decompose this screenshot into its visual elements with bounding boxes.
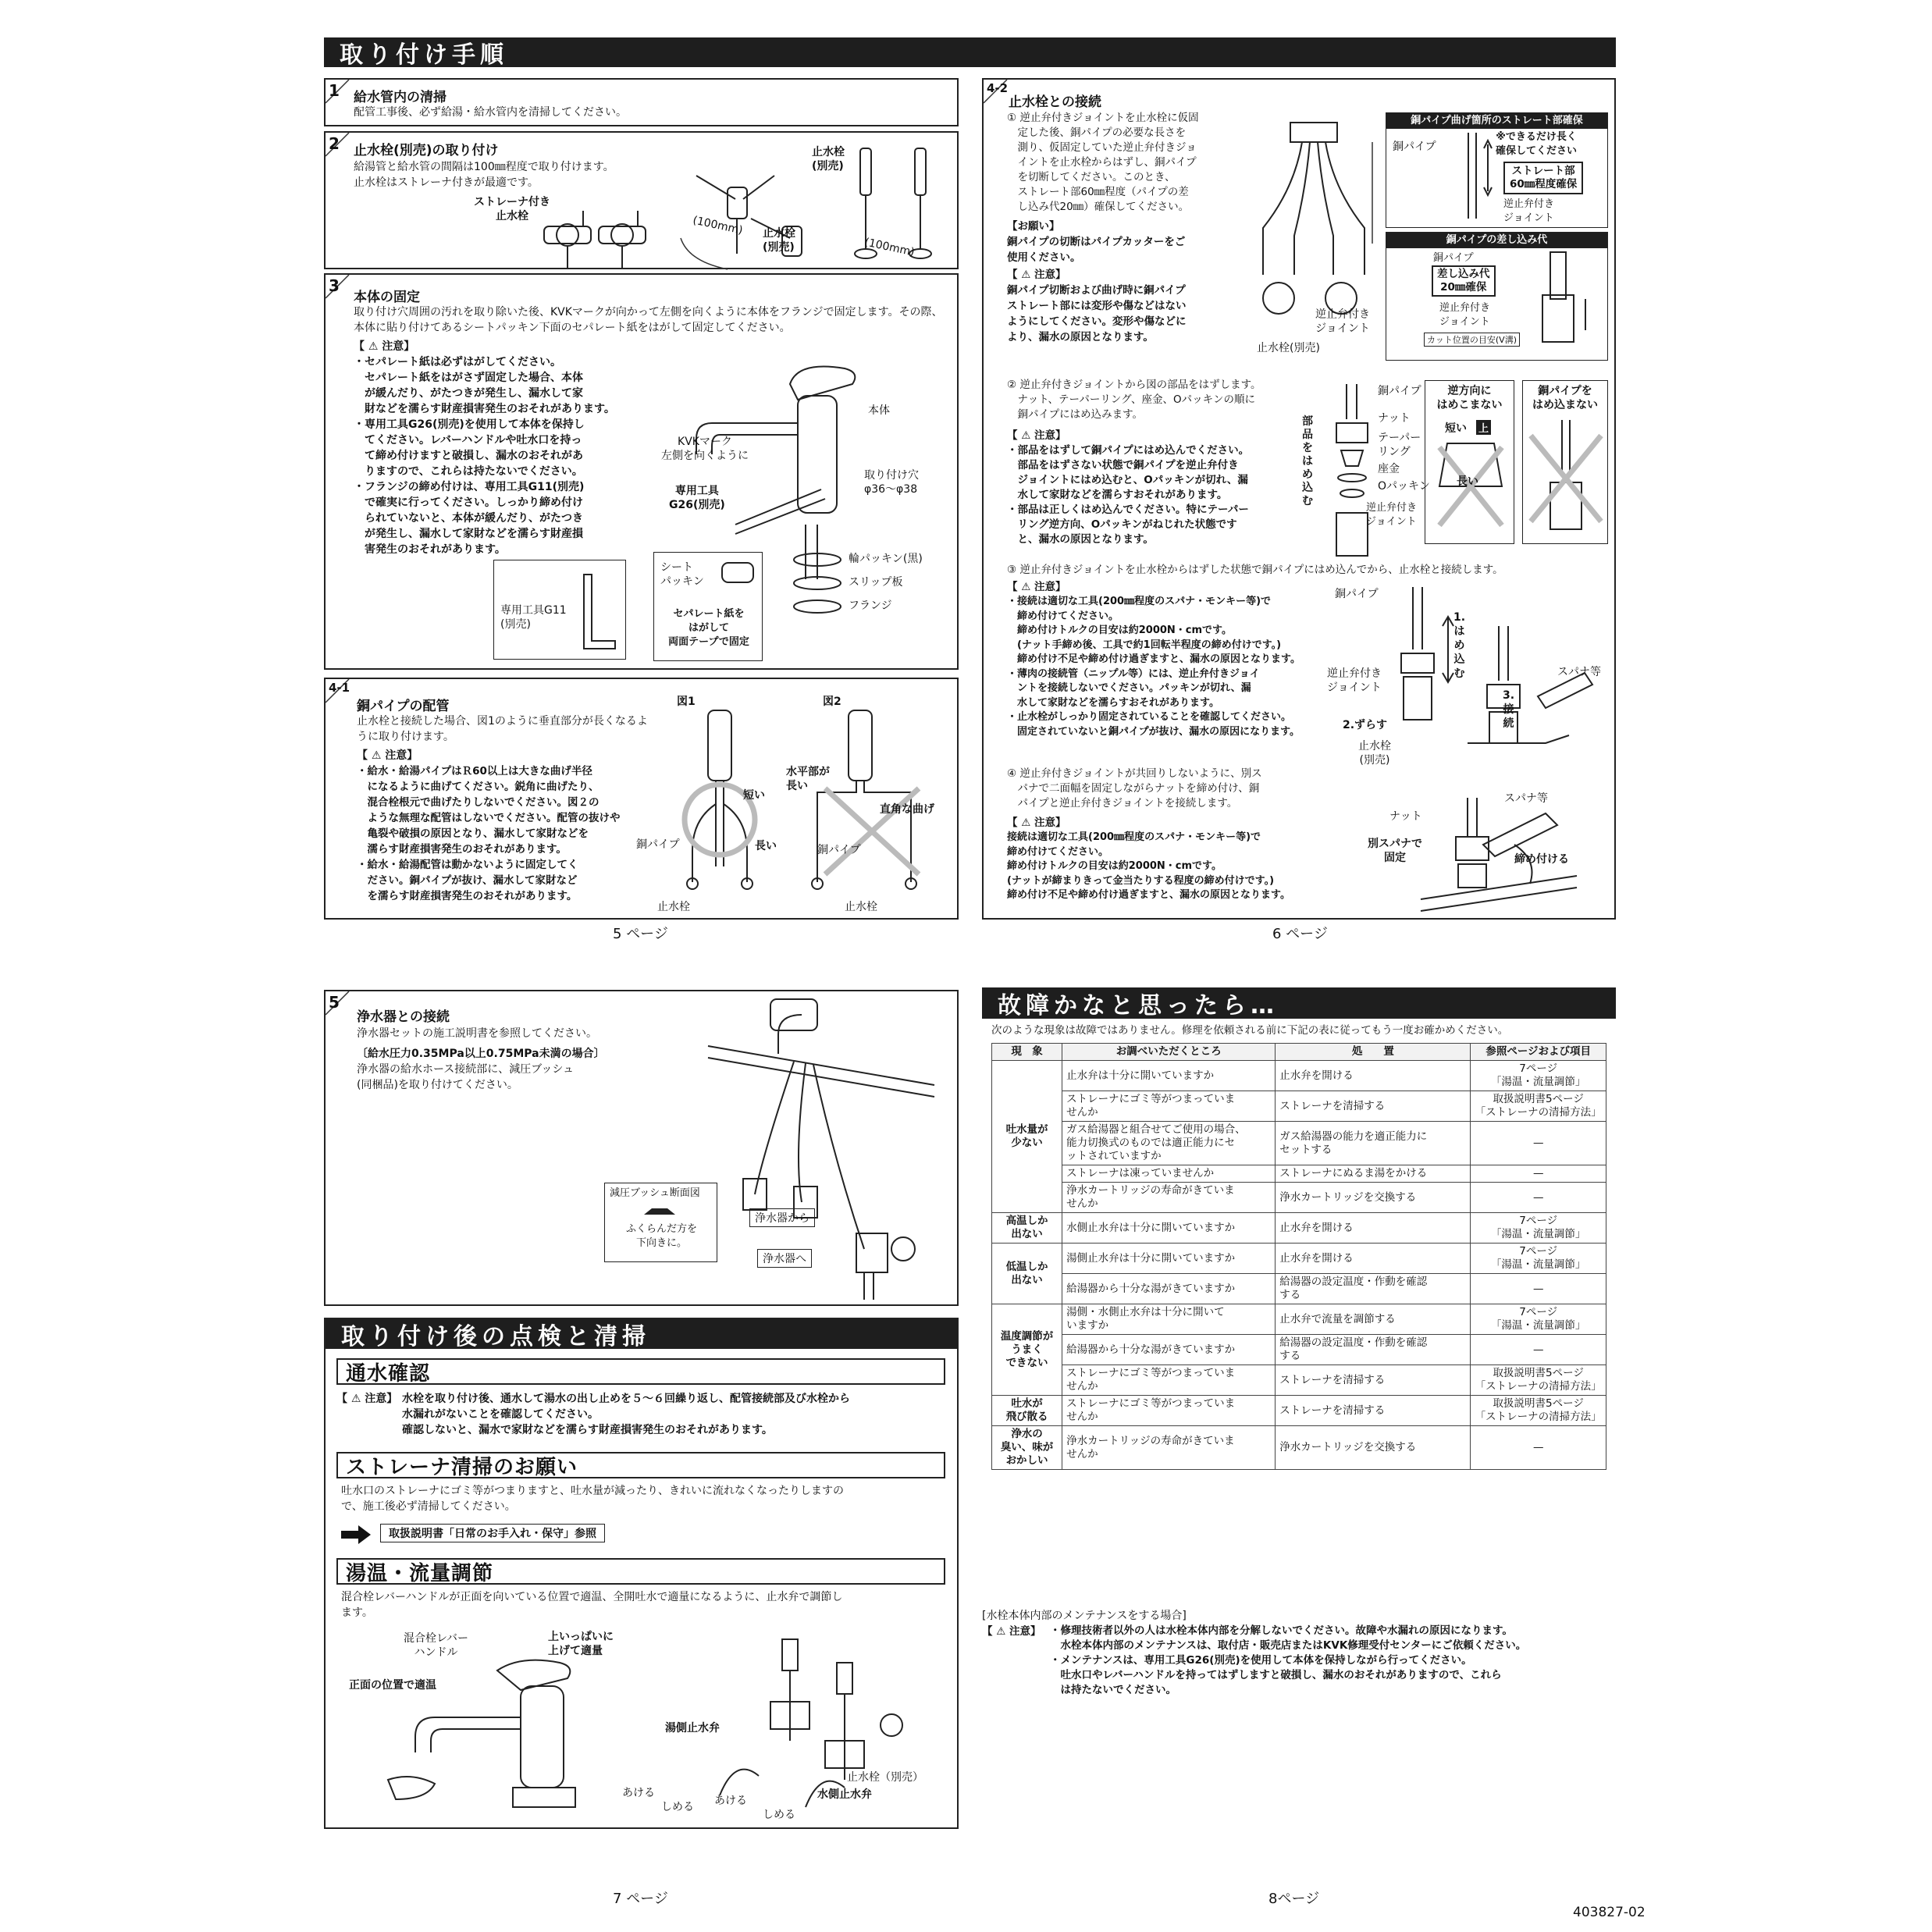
- trouble-intro: 次のような現象は故障ではありません。修理を依頼される前に下記の表に従ってもう一度お確かめください。: [991, 1024, 1509, 1037]
- step42-caution3: 【 ⚠ 注意】: [1007, 581, 1066, 593]
- table-row: [992, 1274, 1606, 1304]
- step42-number: 4-2: [987, 81, 1009, 95]
- valve-separate-label: 止水栓(別売): [1257, 342, 1320, 354]
- trouble-banner: 故障かなと思ったら…: [982, 987, 1616, 1019]
- ref-cell: 7ページ 「湯温・流量調節」: [1471, 1304, 1606, 1335]
- step3-caution: 【 ⚠ 注意】: [354, 340, 415, 353]
- action-cell: ストレーナを清掃する: [1276, 1365, 1471, 1396]
- ref-cell: —: [1471, 1183, 1606, 1213]
- bush-note: ふくらんだ方を 下向きに。: [625, 1223, 697, 1249]
- step2-box: [324, 131, 959, 269]
- step42-caution2: 【 ⚠ 注意】: [1007, 429, 1066, 442]
- page-7-number: 7 ページ: [613, 1891, 668, 1907]
- d-shift-label: 2.ずらす: [1343, 719, 1388, 731]
- action-cell: 止水弁で流量を調節する: [1276, 1304, 1471, 1335]
- sheet-packing-icon: [718, 559, 757, 590]
- step41-title: 銅パイプの配管: [357, 699, 450, 714]
- step42-caution4: 【 ⚠ 注意】: [1007, 817, 1066, 829]
- stop-valve-label: 止水栓（別売）: [847, 1771, 923, 1784]
- open-label-1: あける: [622, 1787, 655, 1799]
- strainer-valves-illustration: [536, 203, 669, 273]
- d-joint-label: 逆止弁付き ジョイント: [1327, 667, 1382, 694]
- d-valve-label: 止水栓 (別売): [1358, 740, 1391, 767]
- hot-valve-label: 湯側止水弁: [665, 1722, 720, 1735]
- action-cell: 給湯器の設定温度・作動を確認 する: [1276, 1335, 1471, 1365]
- kvk-mark-label: KVKマーク 左側を向くように: [661, 436, 749, 462]
- sheet-packing-box: [653, 552, 763, 661]
- table-row: [992, 1335, 1606, 1365]
- step2-text: 給湯管と給水管の間隔は100㎜程度で取り付けます。 止水栓はストレーナ付きが最適です。: [354, 161, 614, 189]
- ref-cell: 7ページ 「湯温・流量調節」: [1471, 1061, 1606, 1091]
- tool-g26-label: 専用工具 G26(別売): [669, 485, 725, 511]
- step42-p2: ② 逆止弁付きジョイントから図の部品をはずします。 ナット、テーパーリング、座金、Oパッキンの順に 銅パイプにはめ込みます。: [1007, 379, 1261, 421]
- table-row: [992, 1213, 1606, 1244]
- ref-cell: 取扱説明書5ページ 「ストレーナの清掃方法」: [1471, 1396, 1606, 1426]
- step3-text: 取り付け穴周囲の汚れを取り除いた後、KVKマークが向かって左側を向くように本体をフランジで固定します。その際、本体に貼り付けてあるシートパッキン下面のセパレート紙をはがして固定してください。: [354, 306, 943, 334]
- step42-title: 止水栓との接続: [1009, 94, 1101, 110]
- action-cell: 浄水カートリッジを交換する: [1276, 1183, 1471, 1213]
- valve-dim-2: (100mm): [863, 236, 916, 259]
- lever-faucet-illustration: [341, 1655, 599, 1819]
- step1-title: 給水管内の清掃: [354, 90, 447, 105]
- step42-caution3-text: ・接続は適切な工具(200㎜程度のスパナ・モンキー等)で 締め付けてください。 締め付けトルクの目安は約2000N・cmです。 (ナット手締め後、工具で約1回転半程度の締め付けです。) 締め付け不足や締め付け過ぎますと、漏水の原因となります。 ・薄肉の接続管（ニップル等）には、逆止弁付きジョイ ントを接続しないでください。パッキンが切れ、漏 水して家財などを濡らすおそれがあります。 ・止水栓がしっかり固定されていることを確認してください。 固定されていないと銅パイプが抜け、漏水の原因になります。: [1007, 596, 1300, 738]
- reverse-short: 短い: [1445, 422, 1467, 435]
- straight-section-icon: [1453, 133, 1500, 226]
- part-taper-label: テーパー リング: [1378, 432, 1421, 458]
- step41-box: [324, 678, 959, 920]
- symptom-cell: 浄水の 臭い、味が おかしい: [992, 1426, 1062, 1470]
- action-cell: 給湯器の設定温度・作動を確認 する: [1276, 1274, 1471, 1304]
- from-purifier-label: 浄水器から: [749, 1208, 815, 1227]
- water-check-caution: 【 ⚠ 注意】: [336, 1393, 398, 1405]
- straight-note: ※できるだけ長く 確保してください: [1496, 131, 1578, 157]
- fit-illustration: [1389, 587, 1460, 728]
- action-cell: ストレーナを清掃する: [1276, 1091, 1471, 1122]
- check-cell: 湯側止水弁は十分に開いていますか: [1062, 1244, 1276, 1274]
- inspect-box: [324, 1318, 959, 1829]
- action-cell: ガス給湯器の能力を適正能力に セットする: [1276, 1122, 1471, 1165]
- ref-cell: 取扱説明書5ページ 「ストレーナの清掃方法」: [1471, 1091, 1606, 1122]
- valve-label-fig1: 止水栓: [657, 901, 690, 913]
- table-row: [992, 1365, 1606, 1396]
- d-connect-label: 3. 接 続: [1503, 689, 1515, 730]
- page-6-number: 6 ページ: [1272, 926, 1328, 942]
- adjust-text: 混合栓レバーハンドルが正面を向いている位置で適温、全開吐水で適量になるように、止水弁で調節し ます。: [341, 1591, 843, 1619]
- check-joint-label-a: 逆止弁付き ジョイント: [1503, 198, 1555, 224]
- d-fix-label: 別スパナで 固定: [1368, 838, 1422, 864]
- valve-label-1: 止水栓 (別売): [763, 227, 795, 254]
- check-joint-label-b: 逆止弁付き ジョイント: [1439, 302, 1491, 328]
- step5-title: 浄水器との接続: [357, 1009, 450, 1025]
- check-cell: 給湯器から十分な湯がきていますか: [1062, 1335, 1276, 1365]
- step42-caution1: 【 ⚠ 注意】: [1007, 269, 1066, 281]
- strainer-clean-header: ストレーナ清掃のお願い: [336, 1452, 945, 1478]
- install-procedure-banner: 取り付け手順: [324, 37, 1616, 67]
- mount-hole-label: 取り付け穴 φ36〜φ38: [864, 469, 919, 496]
- table-row: [992, 1244, 1606, 1274]
- d-fit-label: 1. は め 込 む: [1453, 611, 1466, 680]
- copper-pipe-label-a: 銅パイプ: [1393, 141, 1436, 153]
- action-cell: 止水弁を開ける: [1276, 1213, 1471, 1244]
- check-cell: 湯側・水側止水弁は十分に開いて いますか: [1062, 1304, 1276, 1335]
- adjust-header: 湯温・流量調節: [336, 1558, 945, 1585]
- part-oring-label: Oパッキン: [1378, 480, 1430, 493]
- slip-plate-label: スリップ板: [849, 576, 903, 589]
- check-cell: ストレーナにゴミ等がつまっていま せんか: [1062, 1365, 1276, 1396]
- step3-box: [324, 273, 959, 670]
- check-joint-label-3: 逆止弁付き ジョイント: [1315, 308, 1370, 335]
- col-reference: 参照ページおよび項目: [1471, 1044, 1606, 1061]
- col-action: 処 置: [1276, 1044, 1471, 1061]
- long-label: 長い: [755, 840, 777, 852]
- check-cell: ストレーナにゴミ等がつまっていま せんか: [1062, 1396, 1276, 1426]
- col-symptom: 現 象: [992, 1044, 1062, 1061]
- packing-ring-label: 輪パッキン(黒): [849, 553, 923, 565]
- ref-cell: 7ページ 「湯温・流量調節」: [1471, 1213, 1606, 1244]
- table-row: [992, 1165, 1606, 1183]
- valve-dim-1: (100mm): [692, 214, 744, 237]
- document-code: 403827-02: [1573, 1905, 1646, 1920]
- insert-depth-icon: [1539, 252, 1601, 354]
- step5-box: [324, 990, 959, 1306]
- inspect-banner: 取り付け後の点検と清掃: [326, 1319, 957, 1349]
- step3-number: 3: [329, 276, 340, 295]
- ref-cell: 7ページ 「湯温・流量調節」: [1471, 1244, 1606, 1274]
- no-insert-icon: [1527, 420, 1605, 537]
- ref-cell: 取扱説明書5ページ 「ストレーナの清掃方法」: [1471, 1365, 1606, 1396]
- copper-pipe-label-2: 銅パイプ: [817, 844, 861, 856]
- step1-number: 1: [329, 81, 340, 100]
- ref-cell: —: [1471, 1122, 1606, 1165]
- check-cell: 水側止水弁は十分に開いていますか: [1062, 1213, 1276, 1244]
- step42-request: 【お願い】: [1007, 220, 1060, 233]
- step42-p3: ③ 逆止弁付きジョイントを止水栓からはずした状態で銅パイプにはめ込んでから、止水栓と接続します。: [1007, 564, 1503, 576]
- action-cell: 止水弁を開ける: [1276, 1244, 1471, 1274]
- symptom-cell: 低温しか 出ない: [992, 1244, 1062, 1304]
- no-insert-title: 銅パイプを はめ込まない: [1532, 385, 1598, 411]
- table-row: [992, 1122, 1606, 1165]
- valve-label-2: 止水栓 (別売): [812, 146, 845, 173]
- step5-number: 5: [329, 993, 340, 1012]
- part-joint-label: 逆止弁付き ジョイント: [1366, 502, 1418, 528]
- front-position-label: 正面の位置で適温: [349, 1679, 436, 1692]
- step5-pressure: 〔給水圧力0.35MPa以上0.75MPa未満の場合〕: [357, 1048, 605, 1060]
- maintenance-caution: 【 ⚠ 注意】: [982, 1625, 1041, 1638]
- part-pipe-label: 銅パイプ: [1378, 385, 1421, 397]
- symptom-cell: 吐水が 飛び散る: [992, 1396, 1062, 1426]
- action-cell: ストレーナを清掃する: [1276, 1396, 1471, 1426]
- step2-title: 止水栓(別売)の取り付け: [354, 143, 499, 158]
- short-label: 短い: [743, 789, 765, 802]
- separate-paper-note: セパレート紙を はがして 両面テープで固定: [668, 608, 749, 648]
- step42-caution2-text: ・部品をはずして銅パイプにはめ込んでください。 部品をはずさない状態で銅パイプを逆止弁付き ジョイントにはめ込むと、Oパッキンが切れ、漏 水して家財などを濡らすおそれがあります。 ・部品は正しくはめ込んでください。特にテーパー リング逆方向、Oパッキンがねじれた状態です と、漏水の原因となります。: [1007, 444, 1250, 546]
- water-check-text: 水栓を取り付け後、通水して湯水の出し止めを５〜６回繰り返し、配管接続部及び水栓から 水漏れがないことを確認してください。 確認しないと、漏水で家財などを濡らす財産損害発生のおそれがあります。: [402, 1393, 850, 1436]
- step42-p4: ④ 逆止弁付きジョイントが共回りしないように、別ス パナで二面幅を固定しながらナットを締め付け、銅 パイプと逆止弁付きジョイントを接続します。: [1007, 767, 1262, 809]
- tool-g11-icon: [576, 567, 623, 653]
- horizontal-long-label: 水平部が 長い: [786, 766, 830, 792]
- step42-request-text: 銅パイプの切断はパイプカッターをご 使用ください。: [1007, 236, 1186, 264]
- connect-illustration: [1468, 626, 1600, 759]
- table-row: [992, 1426, 1606, 1470]
- action-cell: 止水弁を開ける: [1276, 1061, 1471, 1091]
- d-pipe-label: 銅パイプ: [1335, 588, 1379, 600]
- parts-stack-illustration: [1327, 384, 1374, 564]
- step42-p1: ① 逆止弁付きジョイントを止水栓に仮固 定した後、銅パイプの必要な長さを 測り、仮固定していた逆止弁付きジョ イントを止水栓からはずし、銅パイプ を切断してください。このとき、 ストレート部60㎜程度（パイプの差 し込み代20㎜）確保してください。: [1007, 112, 1199, 213]
- purifier-connection-illustration: [708, 999, 942, 1304]
- tighten-illustration: [1421, 798, 1592, 915]
- step1-text: 配管工事後、必ず給湯・給水管内を清掃してください。: [354, 106, 627, 119]
- step42-caution4-text: 接続は適切な工具(200㎜程度のスパナ・モンキー等)で 締め付けてください。 締め付けトルクの目安は約2000N・cmです。 (ナットが締まりきって金当たりする程度の締め付けです。) 締め付け不足や締め付け過ぎますと、漏水の原因となります。: [1007, 831, 1290, 901]
- symptom-cell: 高温しか 出ない: [992, 1213, 1062, 1244]
- step41-text: 止水栓と接続した場合、図1のように垂直部分が長くなるように取り付けます。: [357, 715, 648, 743]
- bush-section-icon: [644, 1205, 675, 1218]
- col-check: お調べいただくところ: [1062, 1044, 1276, 1061]
- reverse-box: [1425, 380, 1514, 544]
- up-full-label: 上いっぱいに 上げて適量: [548, 1631, 614, 1657]
- fig2-label: 図2: [823, 696, 841, 708]
- tool-g11-box: [493, 560, 626, 660]
- reverse-long: 長い: [1457, 475, 1478, 488]
- flange-label: フランジ: [849, 600, 892, 612]
- step41-caution: 【 ⚠ 注意】: [357, 749, 418, 762]
- step3-title: 本体の固定: [354, 290, 420, 305]
- step41-number: 4-1: [329, 681, 350, 695]
- action-cell: ストレーナにぬるま湯をかける: [1276, 1165, 1471, 1183]
- valve-label-fig2: 止水栓: [845, 901, 877, 913]
- d-nut-label: ナット: [1389, 810, 1422, 823]
- insert-depth-box: [1386, 232, 1608, 361]
- ref-cell: —: [1471, 1335, 1606, 1365]
- close-label-1: しめる: [661, 1801, 694, 1813]
- check-cell: ガス給湯器と組合せてご使用の場合、 能力切換式のものでは適正能力にセ ットされていますか: [1062, 1122, 1276, 1165]
- ref-cell: —: [1471, 1165, 1606, 1183]
- step5-text: 浄水器セットの施工説明書を参照してください。: [357, 1027, 597, 1040]
- straight-section-box: [1386, 112, 1608, 228]
- step2-number: 2: [329, 134, 340, 153]
- maintenance-text: ・修理技術者以外の人は水栓本体内部を分解しないでください。故障や水漏れの原因になります。 水栓本体内部のメンテナンスは、取付店・販売店またはKVK修理受付センターにご依頼ください。 ・メンテナンスは、専用工具G26(別売)を使用して本体を保持しながら行ってください。 吐水口やレバーハンドルを持ってはずしますと破損し、漏水のおそれがありますので、これら は持たないでください。: [1050, 1624, 1527, 1696]
- check-cell: ストレーナにゴミ等がつまっていま せんか: [1062, 1091, 1276, 1122]
- body-label: 本体: [868, 404, 890, 417]
- symptom-cell: 温度調節が うまく できない: [992, 1304, 1062, 1396]
- no-insert-box: [1522, 380, 1608, 544]
- table-row: [992, 1304, 1606, 1335]
- close-label-2: しめる: [763, 1809, 795, 1821]
- action-cell: 浄水カートリッジを交換する: [1276, 1426, 1471, 1470]
- d-spanner2-label: スパナ等: [1504, 792, 1548, 805]
- straight-section-title: 銅パイプ曲げ箇所のストレート部確保: [1386, 113, 1607, 129]
- step1-box: [324, 78, 959, 126]
- d-spanner-label: スパナ等: [1557, 666, 1601, 678]
- page-5-number: 5 ページ: [613, 926, 668, 942]
- fig1-label: 図1: [677, 696, 696, 708]
- step5-text2: 浄水器の給水ホース接続部に、減圧ブッシュ (同梱品)を取り付けてください。: [357, 1063, 575, 1091]
- bush-section-title: 減圧ブッシュ断面図: [610, 1187, 700, 1199]
- step41-notes: ・給水・給湯パイプはＲ60以上は大きな曲げ半径 になるように曲げてください。鋭角に曲げたり、 混合栓根元で曲げたりしないでください。図２の ような無理な配管はしないでください。配管の抜けや 亀裂や破損の原因となり、漏水して家財などを 濡らす財産損害発生のおそれがあります。 ・給水・給湯配管は動かないように固定してく ださい。銅パイプが抜け、漏水して家財など を濡らす財産損害発生のおそれがあります。: [357, 765, 621, 902]
- strainer-clean-text: 吐水口のストレーナにゴミ等がつまりますと、吐水量が減ったり、きれいに流れなくなったりしますの で、施工後必ず清掃してください。: [341, 1485, 844, 1513]
- ref-cell: —: [1471, 1274, 1606, 1304]
- check-cell: 止水弁は十分に開いていますか: [1062, 1061, 1276, 1091]
- parts-insert-vertical: 部品をはめ込む: [1302, 415, 1313, 507]
- washers-illustration: [786, 548, 849, 618]
- lever-label: 混合栓レバー ハンドル: [404, 1632, 469, 1659]
- arrow-right-icon: [341, 1525, 372, 1544]
- insert-box-label: 差し込み代 20㎜確保: [1432, 265, 1496, 297]
- trouble-table-header: [992, 1044, 1606, 1061]
- symptom-cell: 吐水量が 少ない: [992, 1061, 1062, 1213]
- open-label-2: あける: [714, 1795, 747, 1807]
- table-row: [992, 1183, 1606, 1213]
- check-cell: 浄水カートリッジの寿命がきていま せんか: [1062, 1426, 1276, 1470]
- insert-depth-title: 銅パイプの差し込み代: [1386, 233, 1607, 248]
- reverse-title: 逆方向に はめこまない: [1436, 385, 1503, 411]
- reverse-top-mark: 上: [1476, 420, 1491, 435]
- fig2-piping-illustration: [794, 703, 950, 898]
- cold-valve-label: 水側止水弁: [817, 1788, 872, 1801]
- table-row: [992, 1091, 1606, 1122]
- part-washer-label: 座金: [1378, 463, 1400, 475]
- maintenance-title: [水栓本体内部のメンテナンスをする場合]: [982, 1610, 1187, 1622]
- step3-notes: ・セパレート紙は必ずはがしてください。 セパレート紙をはがさず固定した場合、本体 が緩んだり、がたつきが発生し、漏水して家 財などを濡らす財産損害発生のおそれがあります。 ・専用工具G26(別売)を使用して本体を保持し てください。レバーハンドルや吐水口を持っ て締め付けますと破損し、漏水のおそれがあ りますので、これらは持たないでください。 ・フランジの締め付けは、専用工具G11(別売) で確実に行ってください。しっかり締め付け られていないと、本体が緩んだり、がたつき が発生し、漏水して家財などを濡らす財産損 害発生のおそれがあります。: [354, 356, 615, 556]
- straight-box-label: ストレート部 60㎜程度確保: [1503, 162, 1583, 194]
- part-nut-label: ナット: [1378, 412, 1411, 425]
- check-cell: 給湯器から十分な湯がきていますか: [1062, 1274, 1276, 1304]
- water-check-header: 通水確認: [336, 1358, 945, 1385]
- ref-cell: —: [1471, 1426, 1606, 1470]
- check-cell: ストレーナは凍っていませんか: [1062, 1165, 1276, 1183]
- page-8-number: 8ページ: [1268, 1891, 1320, 1907]
- right-angle-label: 直角な曲げ: [880, 803, 934, 816]
- bush-section-box: [604, 1183, 717, 1262]
- d-tighten-label: 締め付ける: [1514, 853, 1569, 866]
- connection-illustration: [1247, 119, 1380, 322]
- step42-caution1-text: 銅パイプ切断および曲げ時に銅パイプ ストレート部には変形や傷などはない ようにしてください。変形や傷などに より、漏水の原因となります。: [1007, 284, 1187, 343]
- check-cell: 浄水カートリッジの寿命がきていま せんか: [1062, 1183, 1276, 1213]
- copper-pipe-label-b: 銅パイプ: [1433, 252, 1474, 264]
- copper-pipe-label-1: 銅パイプ: [636, 838, 680, 851]
- to-purifier-label: 浄水器へ: [757, 1249, 812, 1268]
- cut-guide-label: カット位置の目安(V溝): [1424, 333, 1520, 347]
- strainer-valve-label: ストレーナ付き 止水栓: [474, 196, 550, 222]
- maintenance-ref-label: 取扱説明書「日常のお手入れ・保守」参照: [380, 1524, 605, 1542]
- tool-g11-label: 専用工具G11 (別売): [500, 604, 567, 631]
- step42-box: [982, 78, 1616, 920]
- trouble-table: [991, 1043, 1606, 1470]
- table-row: [992, 1396, 1606, 1426]
- table-row: [992, 1061, 1606, 1091]
- sheet-packing-label: シート パッキン: [660, 561, 704, 588]
